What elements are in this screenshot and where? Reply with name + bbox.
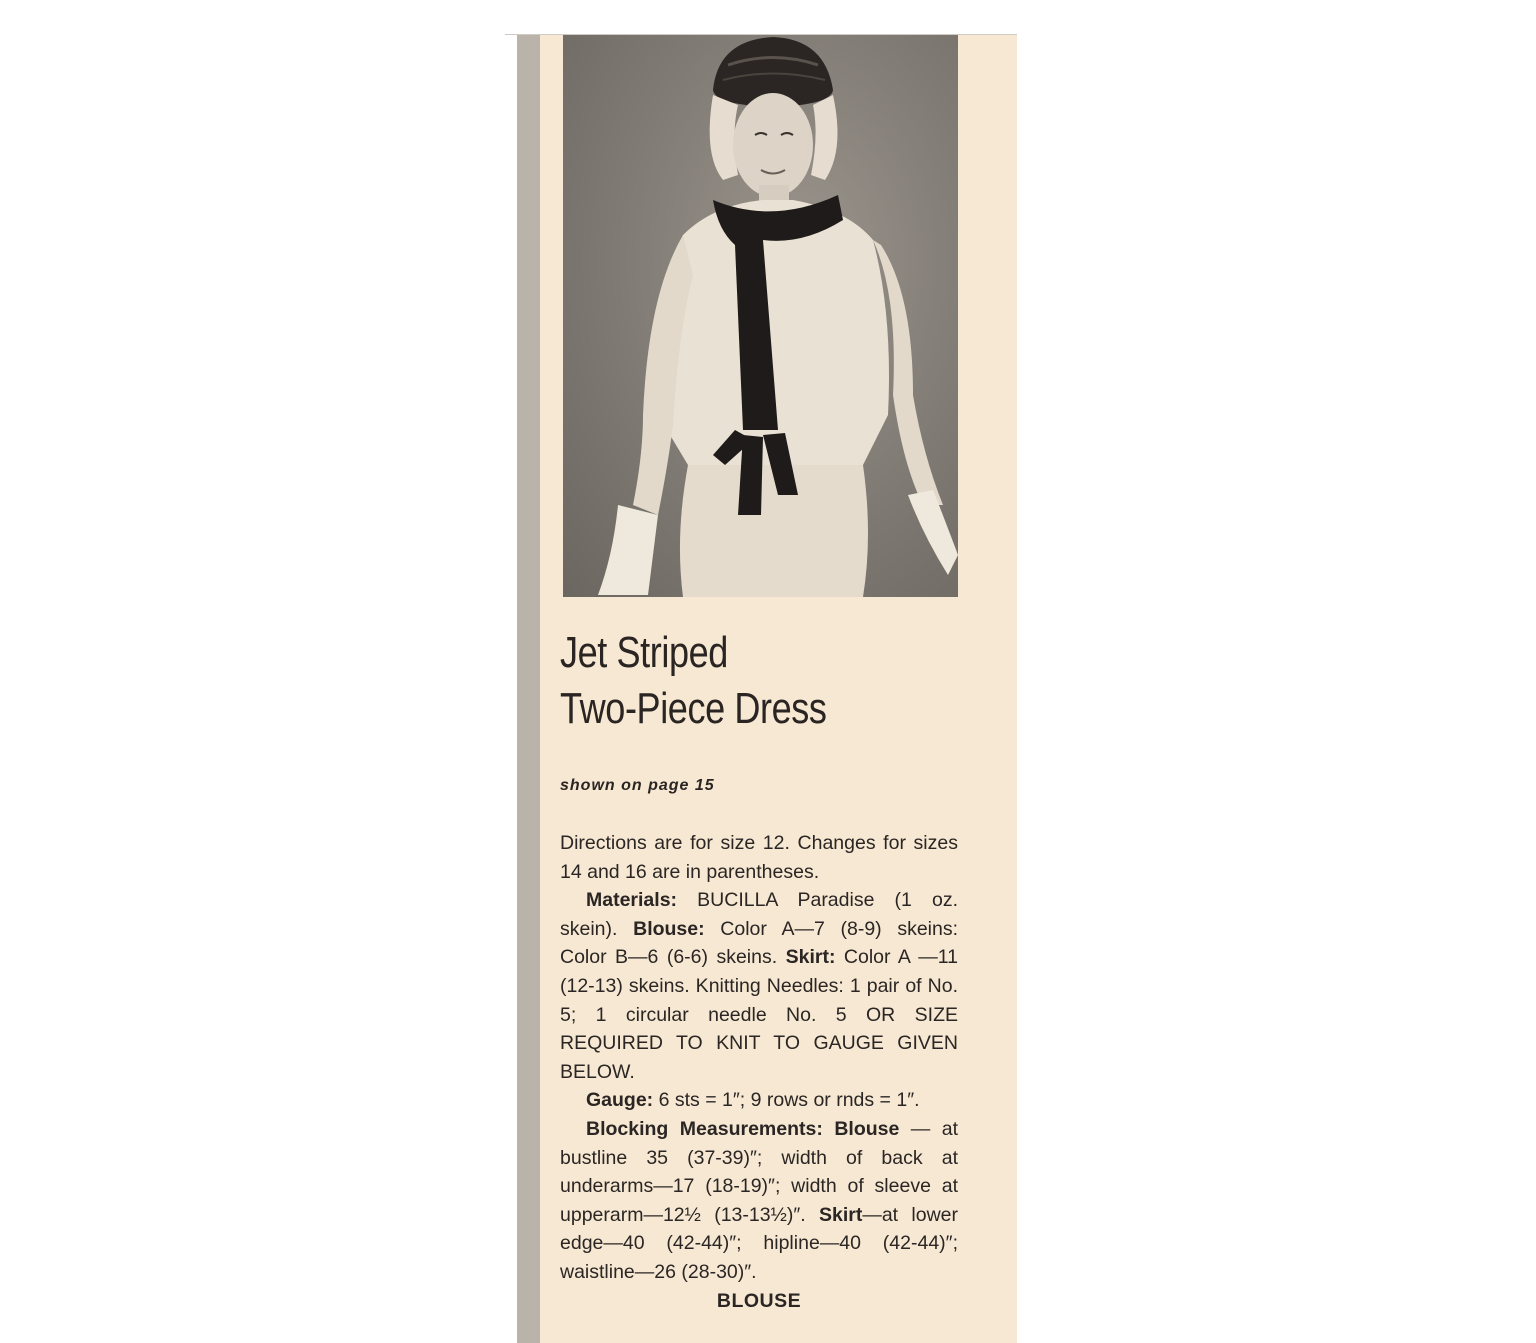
blocking-skirt-label: Skirt: [818, 1203, 863, 1226]
materials-label: Materials:: [586, 889, 678, 912]
title-line-2: Two-Piece Dress: [560, 684, 827, 733]
gauge-text: 6 sts = 1″; 9 rows or rnds = 1″.: [653, 1089, 920, 1112]
blocking-blouse-label: Blouse: [834, 1117, 900, 1140]
gauge-label: Gauge:: [586, 1089, 654, 1112]
blocking-text-2: —at lower edge—40 (42-44)″; hipline—40 (42-44)″; waistline—26 (28-30)″.: [560, 1203, 958, 1283]
page-reference: shown on page 15: [560, 777, 715, 794]
model-photo-icon: [563, 35, 958, 597]
blocking-paragraph: [560, 1115, 958, 1287]
gauge-paragraph: [560, 1086, 958, 1115]
section-heading-blouse: BLOUSE: [716, 1289, 802, 1312]
title-line-1: Jet Striped: [560, 628, 728, 677]
materials-text-2: Color A—7 (8-9) skeins: Color B—6 (6-6) skeins.: [560, 917, 959, 969]
page-gutter: [517, 35, 540, 1343]
model-photo: [563, 35, 958, 597]
materials-blouse-label: Blouse:: [633, 917, 705, 940]
materials-text-1: BUCILLA Paradise (1 oz. skein).: [560, 889, 958, 940]
materials-paragraph: [560, 886, 958, 1086]
materials-skirt-label: Skirt:: [785, 946, 836, 969]
magazine-clipping: [517, 35, 1017, 1343]
blocking-label: Blocking Measurements:: [586, 1117, 823, 1140]
blocking-text-1: — at bustline 35 (37-39)″; width of back at underarms—17 (18-19)″; width of sleeve at upperarm—12½ (13-13½)″.: [560, 1117, 958, 1226]
pattern-directions: [560, 829, 958, 1315]
article-title: [560, 625, 827, 737]
intro-paragraph: Directions are for size 12. Changes for sizes 14 and 16 are in parentheses.: [560, 832, 958, 883]
materials-text-3: Color A —11 (12-13) skeins. Knitting Needles: 1 pair of No. 5; 1 circular needle No. 5 OR SIZE REQUIRED TO KNIT TO GAUGE GIVEN BELOW.: [560, 946, 959, 1083]
